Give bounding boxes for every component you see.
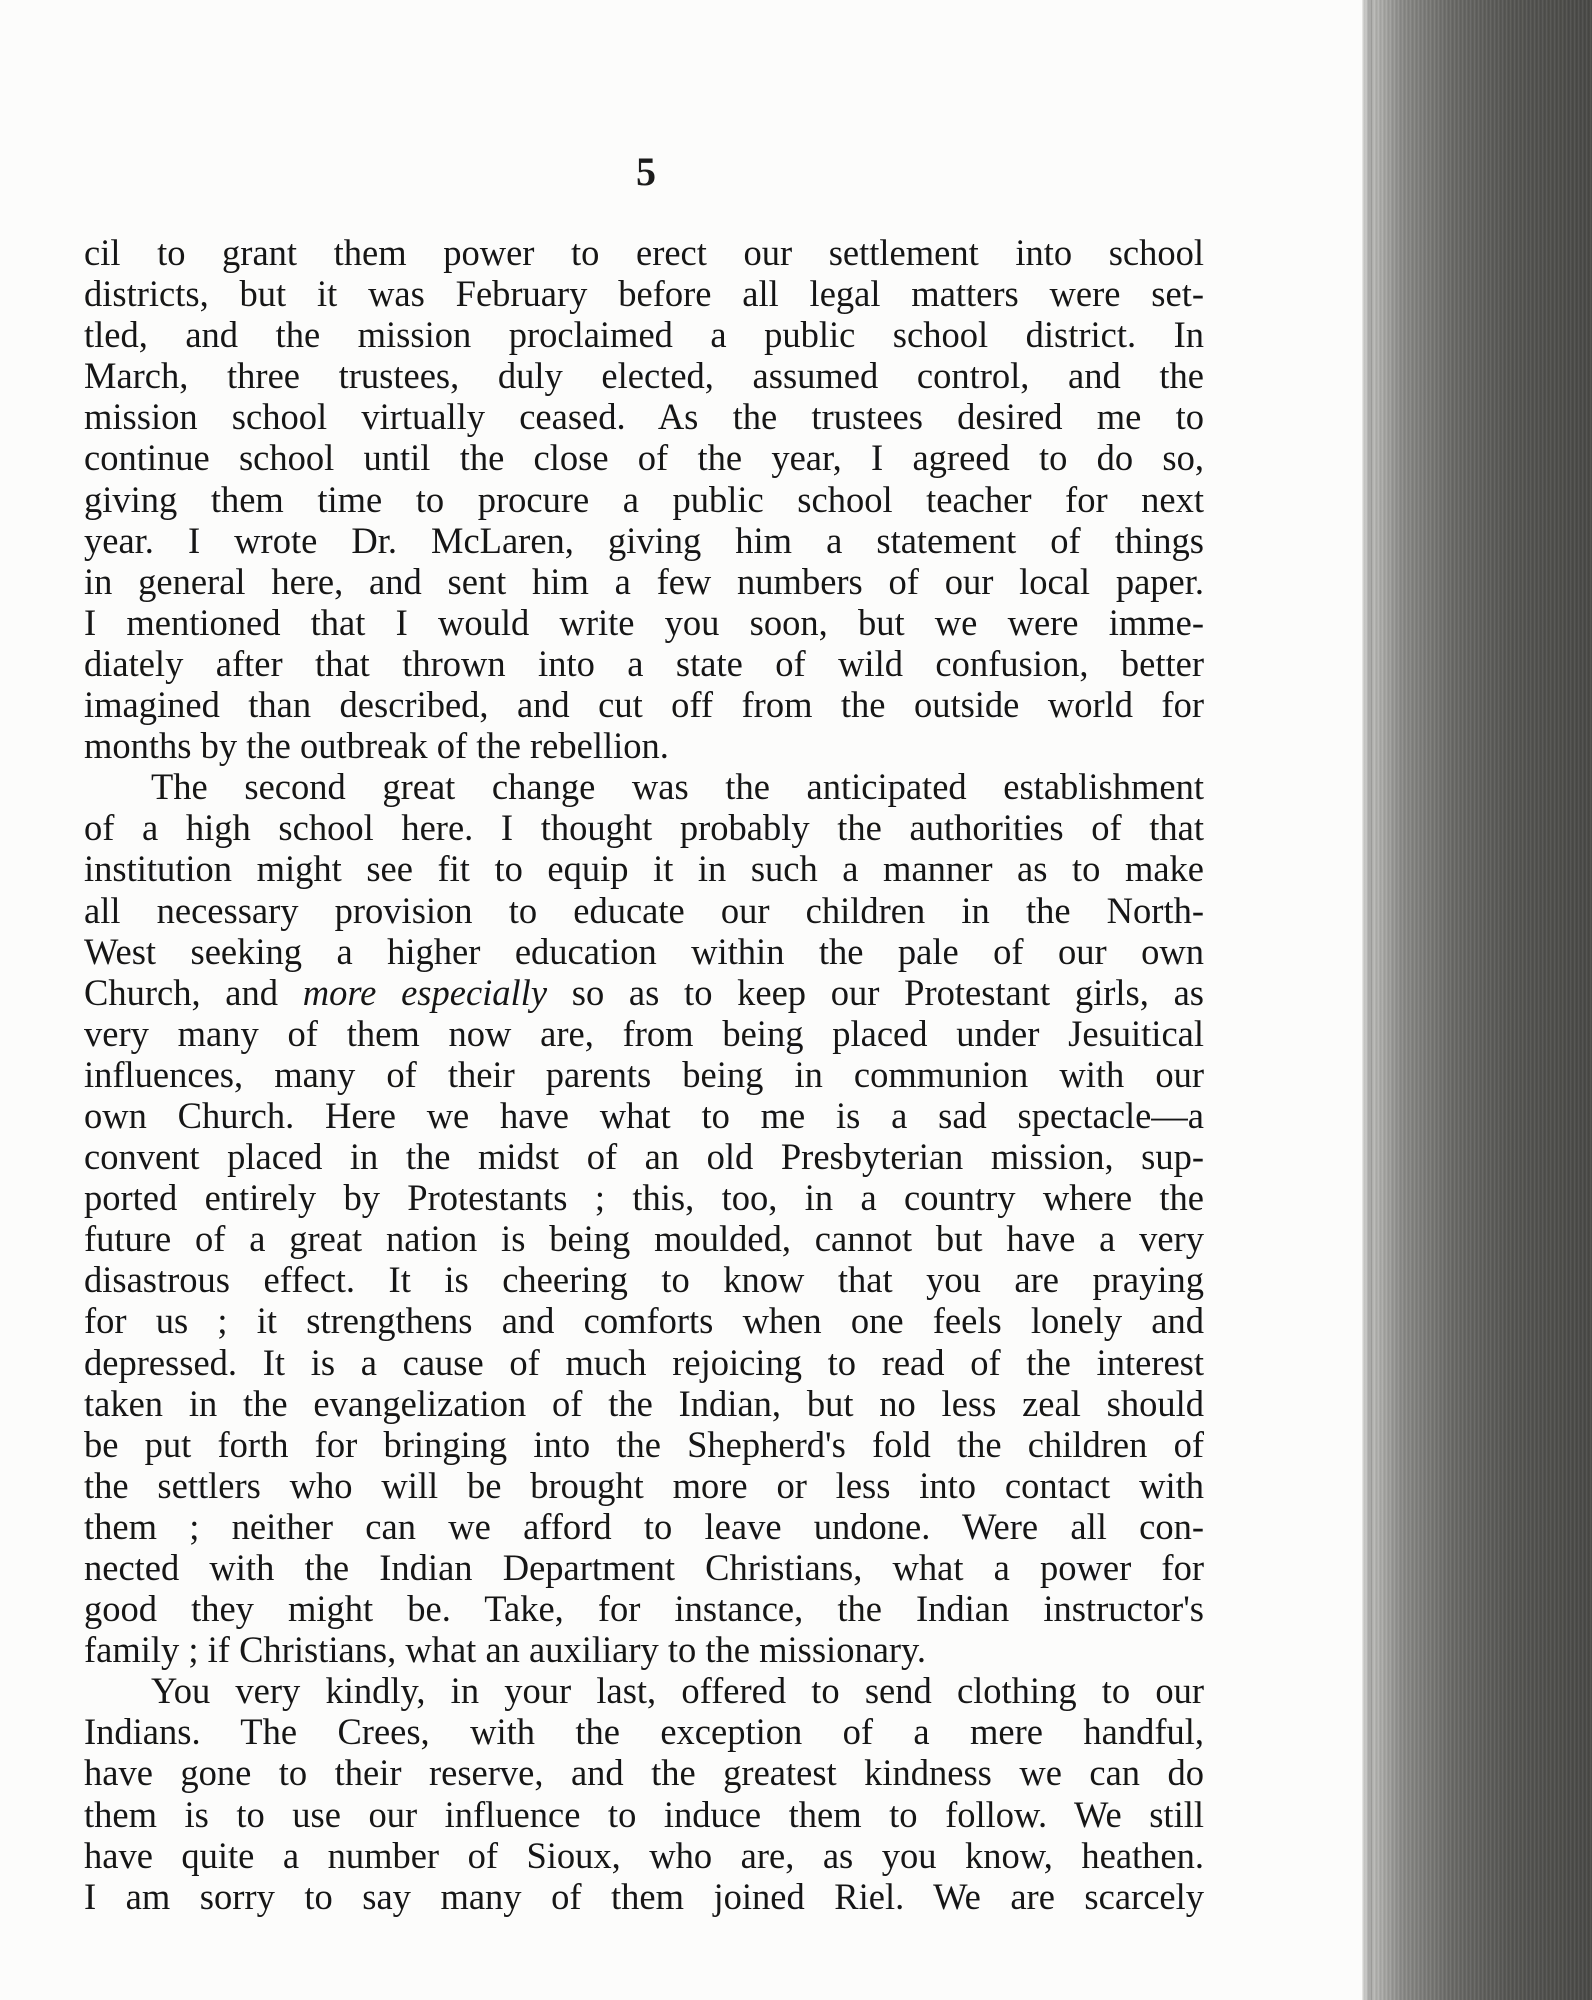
text-line: future of a great nation is being moulded, cannot but have a very bbox=[84, 1218, 1204, 1260]
text-line: own Church. Here we have what to me is a sad spectacle—a bbox=[84, 1094, 1204, 1136]
text-line: The second great change was the anticipated establishment bbox=[151, 766, 1204, 808]
paragraph-1 bbox=[84, 232, 1204, 766]
text-line: months by the outbreak of the rebellion. bbox=[84, 725, 669, 767]
text-line: imagined than described, and cut off from the outside world for bbox=[84, 684, 1204, 726]
text-line: giving them time to procure a public school teacher for next bbox=[84, 478, 1204, 520]
text-line: continue school until the close of the year, I agreed to do so, bbox=[84, 437, 1204, 479]
text-line: March, three trustees, duly elected, assumed control, and the bbox=[84, 355, 1204, 397]
text-segment: so as to keep our Protestant girls, as bbox=[547, 971, 1204, 1013]
page-fold-shadow bbox=[1362, 0, 1372, 2000]
text-line: diately after that thrown into a state of wild confusion, better bbox=[84, 642, 1204, 684]
text-line: the settlers who will be brought more or less into contact with bbox=[84, 1464, 1204, 1506]
italic-emphasis: more especially bbox=[302, 971, 548, 1013]
text-line: mission school virtually ceased. As the trustees desired me to bbox=[84, 396, 1204, 438]
text-line: West seeking a higher education within the pale of our own bbox=[84, 930, 1204, 972]
text-line: very many of them now are, from being placed under Jesuitical bbox=[84, 1012, 1204, 1054]
text-line: institution might see fit to equip it in such a manner as to make bbox=[84, 848, 1204, 890]
text-line: cil to grant them power to erect our settlement into school bbox=[84, 232, 1204, 273]
text-line-with-emphasis bbox=[84, 972, 1204, 1013]
text-line: have gone to their reserve, and the greatest kindness we can do bbox=[84, 1752, 1204, 1794]
text-line: in general here, and sent him a few numbers of our local paper. bbox=[84, 560, 1204, 602]
text-line: I am sorry to say many of them joined Riel. We are scarcely bbox=[84, 1875, 1204, 1917]
paragraph-3 bbox=[84, 1670, 1204, 1917]
text-segment: Church, and bbox=[84, 971, 303, 1013]
text-line: family ; if Christians, what an auxiliary to the missionary. bbox=[84, 1629, 927, 1671]
book-page-edges bbox=[1362, 0, 1592, 2000]
text-line: depressed. It is a cause of much rejoicing to read of the interest bbox=[84, 1341, 1204, 1383]
text-line: be put forth for bringing into the Shepherd's fold the children of bbox=[84, 1423, 1204, 1465]
text-line: nected with the Indian Department Christians, what a power for bbox=[84, 1547, 1204, 1588]
text-line: Indians. The Crees, with the exception of a mere handful, bbox=[84, 1711, 1204, 1753]
text-line: year. I wrote Dr. McLaren, giving him a statement of things bbox=[84, 519, 1204, 561]
text-line: good they might be. Take, for instance, the Indian instructor's bbox=[84, 1588, 1204, 1630]
text-line: convent placed in the midst of an old Presbyterian mission, sup- bbox=[84, 1136, 1204, 1178]
text-line: tled, and the mission proclaimed a public school district. In bbox=[84, 314, 1204, 356]
text-line: districts, but it was February before all legal matters were set- bbox=[84, 273, 1204, 315]
text-line: ported entirely by Protestants ; this, too, in a country where the bbox=[84, 1177, 1204, 1219]
text-line: disastrous effect. It is cheering to know that you are praying bbox=[84, 1259, 1204, 1301]
text-line: them ; neither can we afford to leave undone. Were all con- bbox=[84, 1505, 1204, 1547]
text-line: influences, many of their parents being in communion with our bbox=[84, 1053, 1204, 1095]
paragraph-2 bbox=[84, 766, 1204, 1670]
text-line: for us ; it strengthens and comforts when one feels lonely and bbox=[84, 1300, 1204, 1342]
text-line: them is to use our influence to induce them to follow. We still bbox=[84, 1793, 1204, 1835]
page-number: 5 bbox=[636, 149, 656, 194]
text-line: I mentioned that I would write you soon, but we were imme- bbox=[84, 601, 1204, 643]
text-line: You very kindly, in your last, offered to send clothing to our bbox=[151, 1670, 1204, 1712]
text-line: taken in the evangelization of the Indian, but no less zeal should bbox=[84, 1382, 1204, 1424]
text-line: of a high school here. I thought probably the authorities of that bbox=[84, 807, 1204, 849]
text-line: have quite a number of Sioux, who are, as you know, heathen. bbox=[84, 1834, 1204, 1876]
text-line: all necessary provision to educate our children in the North- bbox=[84, 889, 1204, 931]
body-text bbox=[84, 232, 1204, 1917]
